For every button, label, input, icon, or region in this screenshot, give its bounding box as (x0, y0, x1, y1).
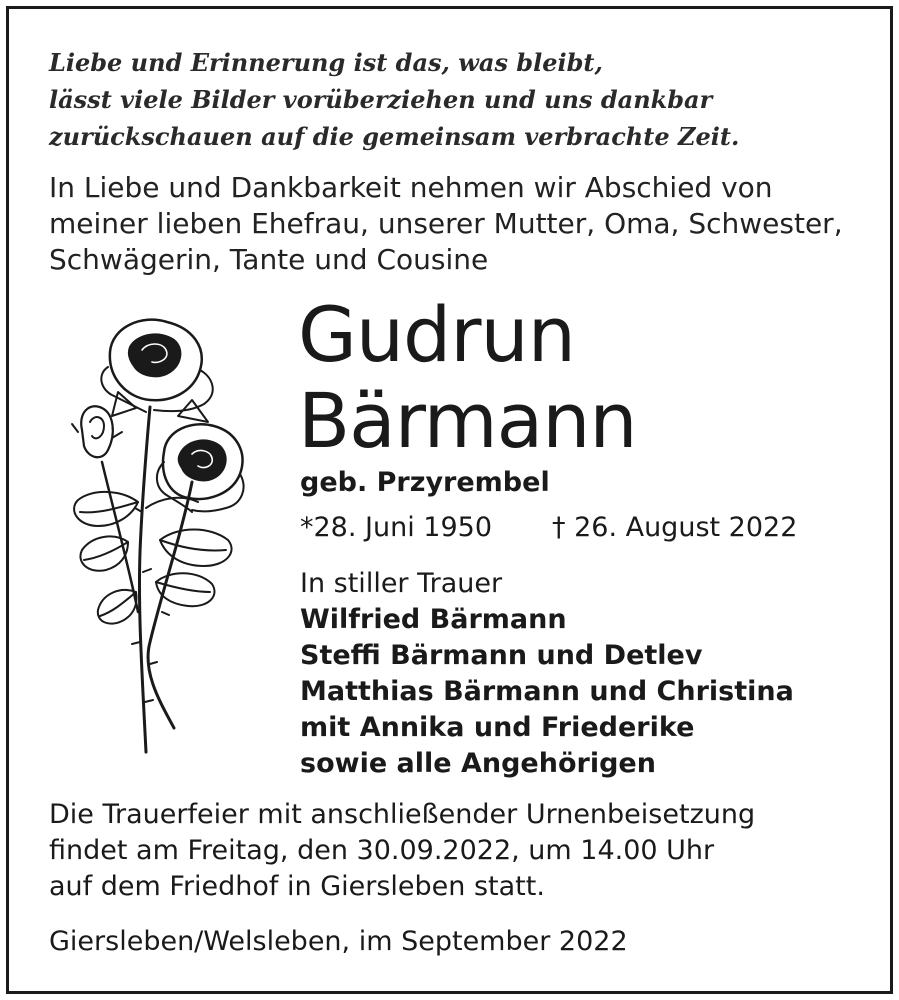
life-dates (300, 510, 798, 546)
ceremony-line: auf dem Friedhof in Giersleben statt. (49, 871, 545, 902)
first-name: Gudrun (298, 290, 575, 379)
ceremony-line: Die Trauerfeier mit anschließender Urnenbeisetzung (49, 799, 756, 830)
death-date: † 26. August 2022 (552, 512, 798, 543)
intro-line: meiner lieben Ehefrau, unserer Mutter, Oma, Schwester, (49, 207, 843, 240)
motto-line: zurückschauen auf die gemeinsam verbrachte Zeit. (49, 122, 740, 151)
last-name: Bärmann (298, 376, 637, 465)
place-and-date: Giersleben/Welsleben, im September 2022 (49, 926, 628, 957)
maiden-name: geb. Przyrembel (300, 467, 550, 498)
intro-line: In Liebe und Dankbarkeit nehmen wir Abschied von (49, 171, 773, 204)
mourner-name: Wilfried Bärmann (300, 604, 567, 635)
deceased-name (298, 292, 637, 464)
motto-line: lässt viele Bilder vorüberziehen und uns dankbar (49, 85, 713, 114)
roses-drawing-icon (42, 312, 252, 760)
mourners-heading: In stiller Trauer (300, 568, 503, 599)
motto-line: Liebe und Erinnerung ist das, was bleibt, (49, 48, 603, 77)
mourner-name: sowie alle Angehörigen (300, 748, 656, 779)
mourners-list (300, 602, 794, 782)
ceremony-info (49, 797, 755, 905)
mourner-name: mit Annika und Friederike (300, 712, 695, 743)
mourner-name: Matthias Bärmann und Christina (300, 676, 794, 707)
mourners-block (300, 566, 794, 782)
ceremony-line: findet am Freitag, den 30.09.2022, um 14.00 Uhr (49, 835, 715, 866)
birth-date: *28. Juni 1950 (300, 512, 493, 543)
motto-verse (49, 44, 849, 155)
mourner-name: Steffi Bärmann und Detlev (300, 640, 703, 671)
intro-line: Schwägerin, Tante und Cousine (49, 243, 489, 276)
intro-text (49, 170, 859, 278)
